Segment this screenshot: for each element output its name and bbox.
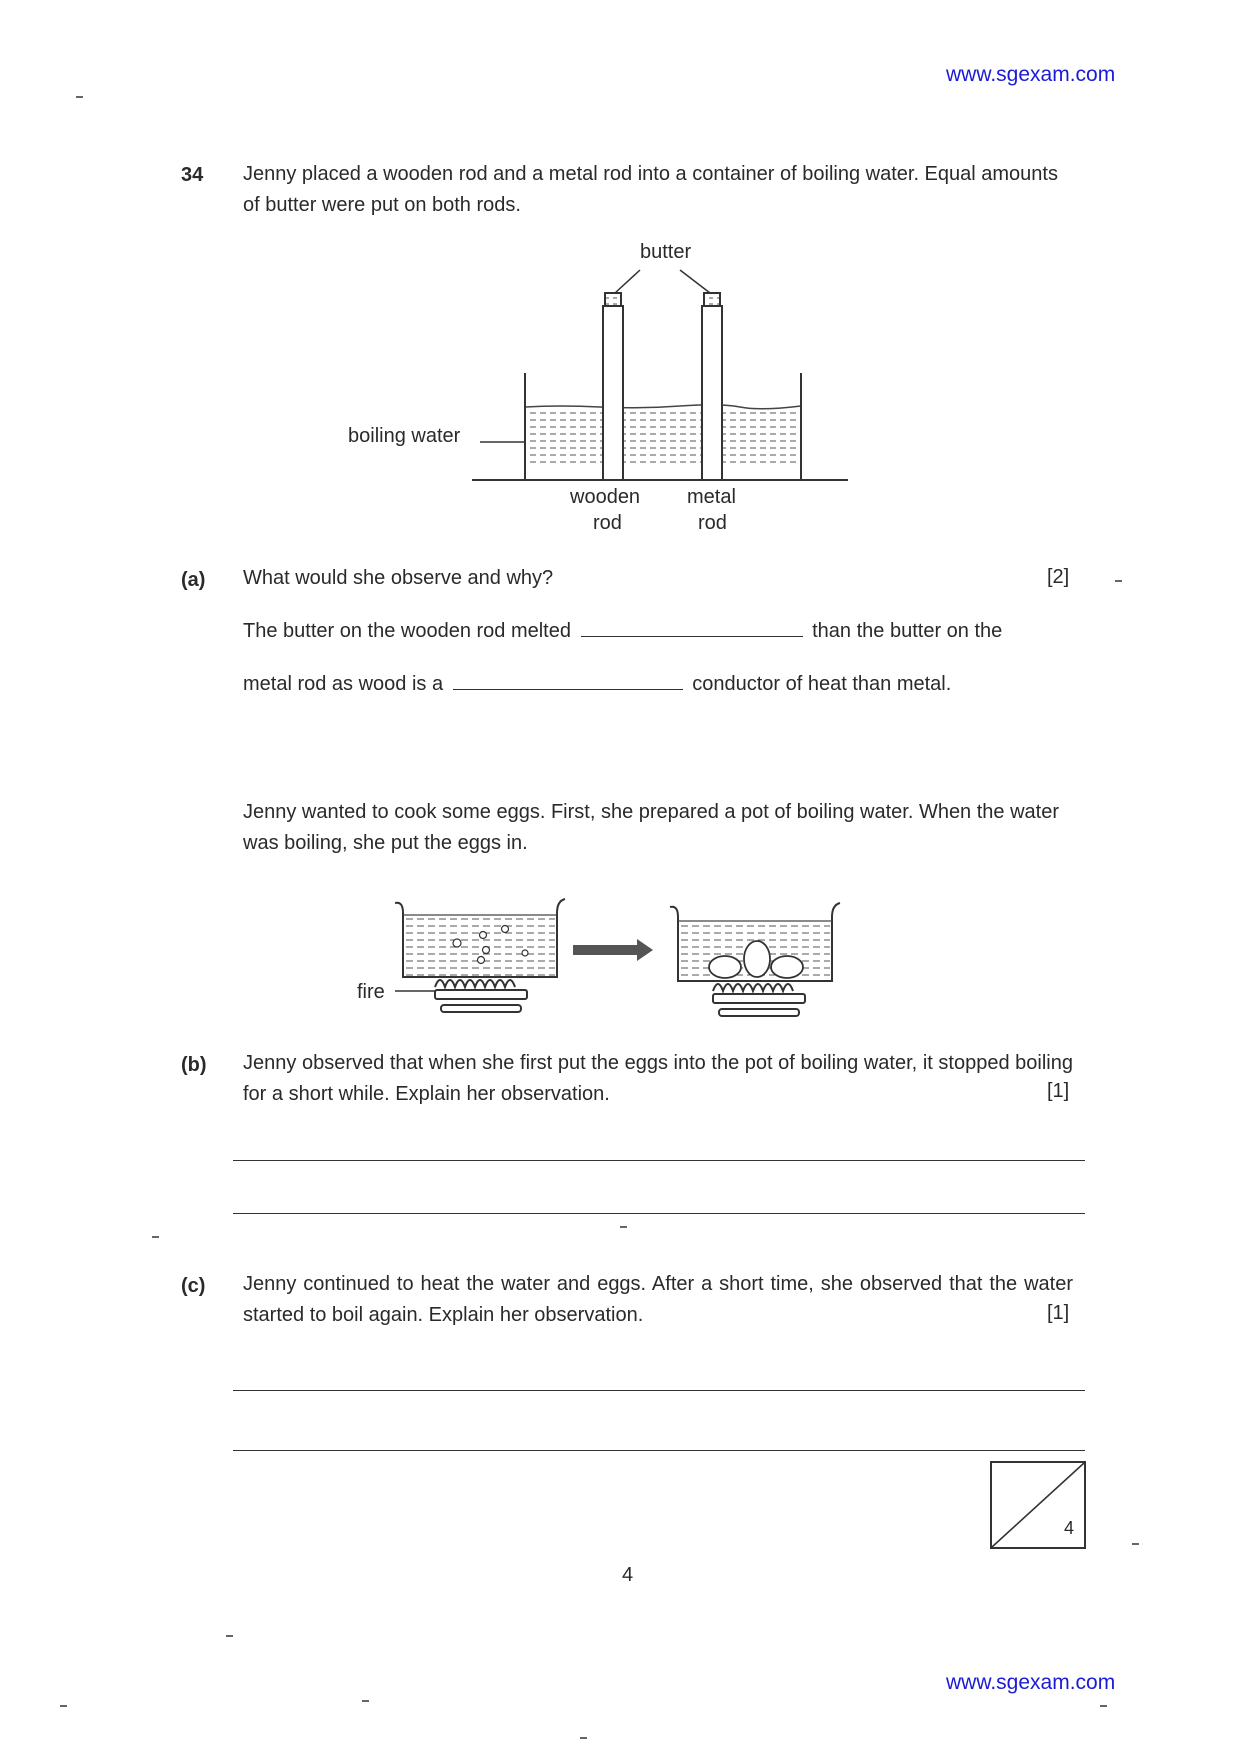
part-b-marks: [1]: [1047, 1080, 1070, 1102]
label-butter: butter: [640, 241, 692, 263]
scan-speck: [226, 1635, 233, 1637]
label-metal-rod: rod: [698, 512, 727, 534]
part-b-answer-line-2[interactable]: [233, 1213, 1085, 1214]
part-c-question: Jenny continued to heat the water and eggs. After a short time, she observed that the water started to boil again. Explain her observation.: [243, 1273, 1073, 1326]
label-wooden-rod: rod: [593, 512, 622, 534]
scan-speck: [1100, 1705, 1107, 1707]
mark-box-total: 4: [1063, 1518, 1074, 1538]
scan-speck: [580, 1737, 587, 1739]
part-b-label: (b): [181, 1054, 207, 1076]
part-c-answer-line-2[interactable]: [233, 1450, 1085, 1451]
label-wooden: wooden: [570, 486, 641, 508]
part-b-question: Jenny observed that when she first put the eggs into the pot of boiling water, it stopped boiling for a short while. Explain her observation.: [243, 1052, 1073, 1105]
burner-right: [713, 984, 805, 1016]
butter-on-wooden-rod: [605, 293, 621, 306]
part-a-question: What would she observe and why?: [243, 567, 554, 589]
part-a-label: (a): [181, 569, 206, 591]
scan-speck: [362, 1700, 369, 1702]
part-a-marks: [2]: [1047, 566, 1070, 588]
label-fire: fire: [357, 981, 385, 1003]
metal-rod: [702, 306, 722, 480]
part-a-line2-start: metal rod as wood is a: [243, 673, 444, 695]
part-a-answer-blank-2[interactable]: [453, 667, 683, 690]
part-b-answer-line-1[interactable]: [233, 1160, 1085, 1161]
part-a-line2: [243, 667, 951, 700]
part-a-line2-end: conductor of heat than metal.: [692, 673, 952, 695]
pot-before-eggs: [395, 899, 565, 977]
part-c-answer-line-1[interactable]: [233, 1390, 1085, 1391]
part-c-marks: [1]: [1047, 1302, 1070, 1324]
part-c-label: (c): [181, 1275, 206, 1297]
egg-scenario-text: Jenny wanted to cook some eggs. First, she prepared a pot of boiling water. When the water was boiling, she put the eggs in.: [243, 801, 1060, 854]
label-metal: metal: [687, 486, 736, 508]
scan-speck: [1132, 1543, 1139, 1545]
question-intro: Jenny placed a wooden rod and a metal rod into a container of boiling water. Equal amounts of butter were put on both rods.: [243, 163, 1058, 216]
header-website-link[interactable]: www.sgexam.com: [946, 63, 1116, 86]
transition-arrow: [573, 939, 653, 961]
butter-on-metal-rod: [704, 293, 720, 306]
wooden-rod: [603, 306, 623, 480]
part-a-line1-start: The butter on the wooden rod melted: [243, 620, 571, 642]
burner-left: [435, 980, 527, 1012]
part-a-line1: [243, 614, 1002, 647]
question-number: 34: [181, 164, 204, 186]
scan-speck: [620, 1226, 627, 1228]
page-number: 4: [622, 1564, 634, 1586]
scan-speck: [152, 1236, 159, 1238]
scan-speck: [60, 1705, 67, 1707]
boiling-water-area: [525, 405, 801, 468]
part-a-line1-end: than the butter on the: [812, 620, 1003, 642]
footer-website-link[interactable]: www.sgexam.com: [946, 1671, 1116, 1694]
label-boiling-water: boiling water: [348, 425, 461, 447]
part-a-answer-blank-1[interactable]: [581, 614, 803, 637]
pot-eggs-diagram: [395, 895, 895, 1035]
scan-speck: [76, 96, 83, 98]
scan-speck: [1115, 580, 1122, 582]
mark-box: [990, 1461, 1086, 1549]
